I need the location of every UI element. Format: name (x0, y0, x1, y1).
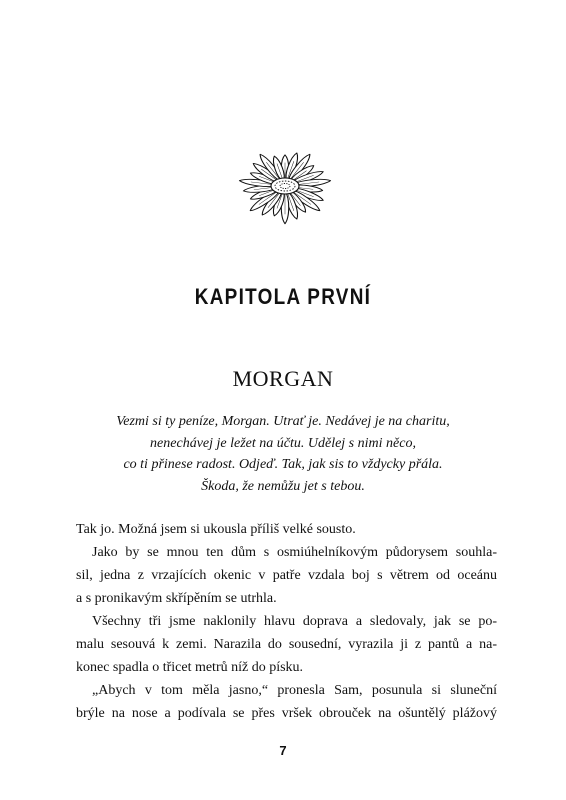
body-line: Všechny tři jsme naklonily hlavu doprava a sledovaly, jak se po- (92, 614, 497, 629)
epigraph-line: nenechávej je ležet na účtu. Udělej s nimi něco, (150, 435, 416, 451)
epigraph-line: Škoda, že nemůžu jet s tebou. (201, 478, 365, 494)
body-line: sil, jedna z vrzajících okenic v patře vzdala boj s větrem od oceánu (76, 568, 497, 583)
chapter-title: KAPITOLA PRVNÍ (194, 284, 372, 309)
daisy-flower-icon (230, 138, 340, 238)
body-text (76, 518, 497, 725)
body-line: a s pronikavým skřípěním se utrhla. (76, 591, 277, 606)
chapter-pov-name: MORGAN (232, 366, 334, 391)
body-line: brýle na nose a podívala se přes vršek obrouček na ošuntělý plážový (76, 706, 497, 721)
page-number: 7 (279, 743, 287, 758)
body-line: Tak jo. Možná jsem si ukousla příliš velké sousto. (76, 522, 356, 537)
epigraph-line: Vezmi si ty peníze, Morgan. Utrať je. Nedávej je na charitu, (116, 414, 450, 429)
body-line: Jako by se mnou ten dům s osmiúhelníkovým půdorysem souhla- (92, 545, 497, 560)
epigraph-line: co ti přinese radost. Odjeď. Tak, jak sis to vždycky přála. (123, 457, 443, 472)
epigraph (0, 411, 566, 497)
body-line: konec spadla o třicet metrů níž do písku. (76, 660, 304, 675)
body-line: „Abych v tom měla jasno,“ pronesla Sam, posunula si sluneční (92, 683, 497, 698)
body-line: malu sesouvá k zemi. Narazila do sousední, vyrazila ji z pantů a na- (76, 637, 497, 652)
